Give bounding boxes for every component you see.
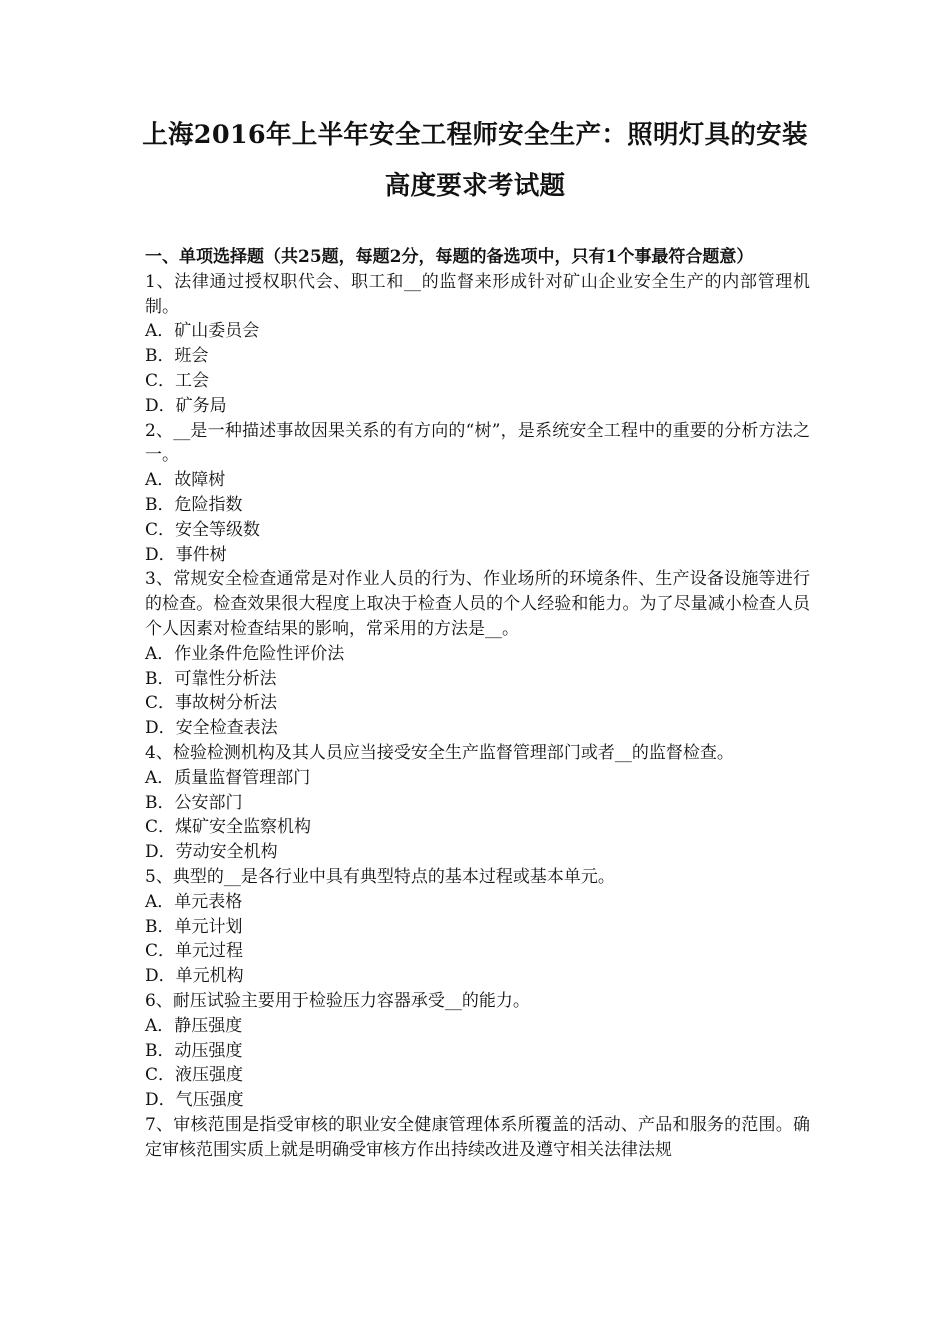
option-b: B．动压强度 (145, 1040, 243, 1061)
option-d: D．气压强度 (145, 1090, 244, 1111)
question-text: 6、耐压试验主要用于检验压力容器承受__的能力。 (145, 990, 530, 1011)
option-a: A．单元表格 (145, 891, 243, 912)
option-d: D．事件树 (145, 544, 227, 565)
option-a: A．质量监督管理部门 (145, 767, 311, 788)
option-c: C．事故树分析法 (145, 693, 278, 714)
option-d: D．劳动安全机构 (145, 842, 278, 863)
question-text: 5、典型的__是各行业中具有典型特点的基本过程或基本单元。 (145, 866, 615, 887)
option-c: C．工会 (145, 370, 210, 391)
option-c: C．液压强度 (145, 1065, 244, 1086)
option-d: D．单元机构 (145, 966, 244, 987)
question-text: 4、检验检测机构及其人员应当接受安全生产监督管理部门或者__的监督检查。 (145, 742, 734, 763)
section-heading: 一、单项选择题（共25题，每题2分，每题的备选项中，只有1个事最符合题意） (145, 247, 754, 267)
option-d: D．安全检查表法 (145, 718, 278, 739)
question-2 (145, 419, 810, 568)
option-c: C．单元过程 (145, 941, 244, 962)
option-a: A．矿山委员会 (145, 321, 260, 342)
option-a: A．故障树 (145, 470, 226, 491)
document-title-line-1: 上海2016年上半年安全工程师安全生产：照明灯具的安装 (142, 120, 808, 150)
question-text: 3、常规安全检查通常是对作业人员的行为、作业场所的环境条件、生产设备设施等进行的检查。检查效果很大程度上取决于检查人员的个人经验和能力。为了尽量减小检查人员个人因素对检查结果的影响，常采用的方法是__。 (145, 569, 810, 639)
question-5 (145, 865, 810, 989)
question-text: 2、__是一种描述事故因果关系的有方向的“树”，是系统安全工程中的重要的分析方法之一。 (145, 420, 810, 466)
option-b: B．危险指数 (145, 494, 243, 515)
document-title-line-2: 高度要求考试题 (384, 171, 566, 201)
question-text: 1、法律通过授权职代会、职工和__的监督来形成针对矿山企业安全生产的内部管理机制。 (145, 271, 810, 317)
question-3 (145, 567, 810, 741)
question-4 (145, 741, 810, 865)
option-a: A．作业条件危险性评价法 (145, 643, 345, 664)
option-b: B．单元计划 (145, 916, 243, 937)
question-text: 7、审核范围是指受审核的职业安全健康管理体系所覆盖的活动、产品和服务的范围。确定审核范围实质上就是明确受审核方作出持续改进及遵守相关法律法规 (145, 1114, 810, 1160)
option-b: B．公安部门 (145, 792, 243, 813)
option-b: B．班会 (145, 346, 209, 367)
option-b: B．可靠性分析法 (145, 668, 277, 689)
option-c: C．煤矿安全监察机构 (145, 817, 312, 838)
option-a: A．静压强度 (145, 1015, 243, 1036)
document-body (145, 245, 810, 1162)
option-d: D．矿务局 (145, 395, 227, 416)
question-7 (145, 1113, 810, 1163)
option-c: C．安全等级数 (145, 519, 261, 540)
question-6 (145, 989, 810, 1113)
question-1 (145, 270, 810, 419)
